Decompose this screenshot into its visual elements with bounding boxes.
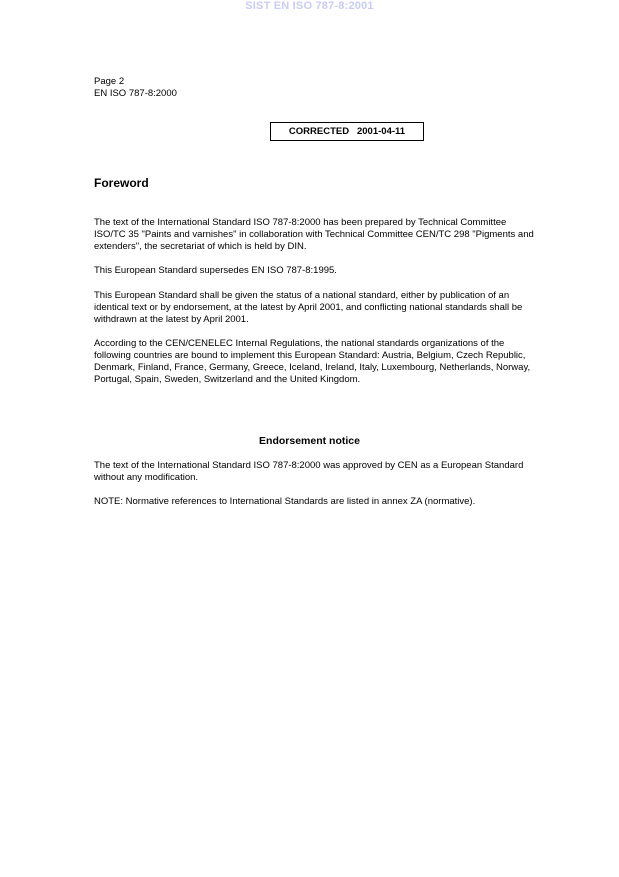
standard-reference: EN ISO 787-8:2000 [94,88,177,99]
page-header [94,76,177,100]
watermark: SIST EN ISO 787-8:2001 [245,0,374,12]
endorsement-heading: Endorsement notice [259,435,360,447]
foreword-paragraph: According to the CEN/CENELEC Internal Regulations, the national standards organizations of the following countries are bound to implement this European Standard: Austria, Belgium, Czech Republic, Denmark, Finland, France, Germany, Greece, Iceland, Ireland, Italy, Luxembourg, Netherlands, Norway, Portugal, Spain, Sweden, Switzerland and the United Kingdom. [94,338,531,385]
endorsement-paragraph: The text of the International Standard ISO 787-8:2000 was approved by CEN as a European Standard without any modification. [94,460,524,483]
foreword-paragraph: This European Standard shall be given the status of a national standard, either by publication of an identical text or by endorsement, at the latest by April 2001, and conflicting national standards shall be withdrawn at the latest by April 2001. [94,290,523,325]
endorsement-note: NOTE: Normative references to International Standards are listed in annex ZA (normative). [94,496,476,507]
foreword-paragraph: This European Standard supersedes EN ISO 787-8:1995. [94,265,337,276]
foreword-paragraph: The text of the International Standard ISO 787-8:2000 has been prepared by Technical Committee ISO/TC 35 "Paints and varnishes" in collaboration with Technical Committee CEN/TC 298 "Pigments and extenders", the secretariat of which is held by DIN. [94,217,534,252]
page-number: Page 2 [94,76,125,87]
corrected-stamp: CORRECTED 2001-04-11 [270,122,424,141]
foreword-heading: Foreword [94,176,149,190]
